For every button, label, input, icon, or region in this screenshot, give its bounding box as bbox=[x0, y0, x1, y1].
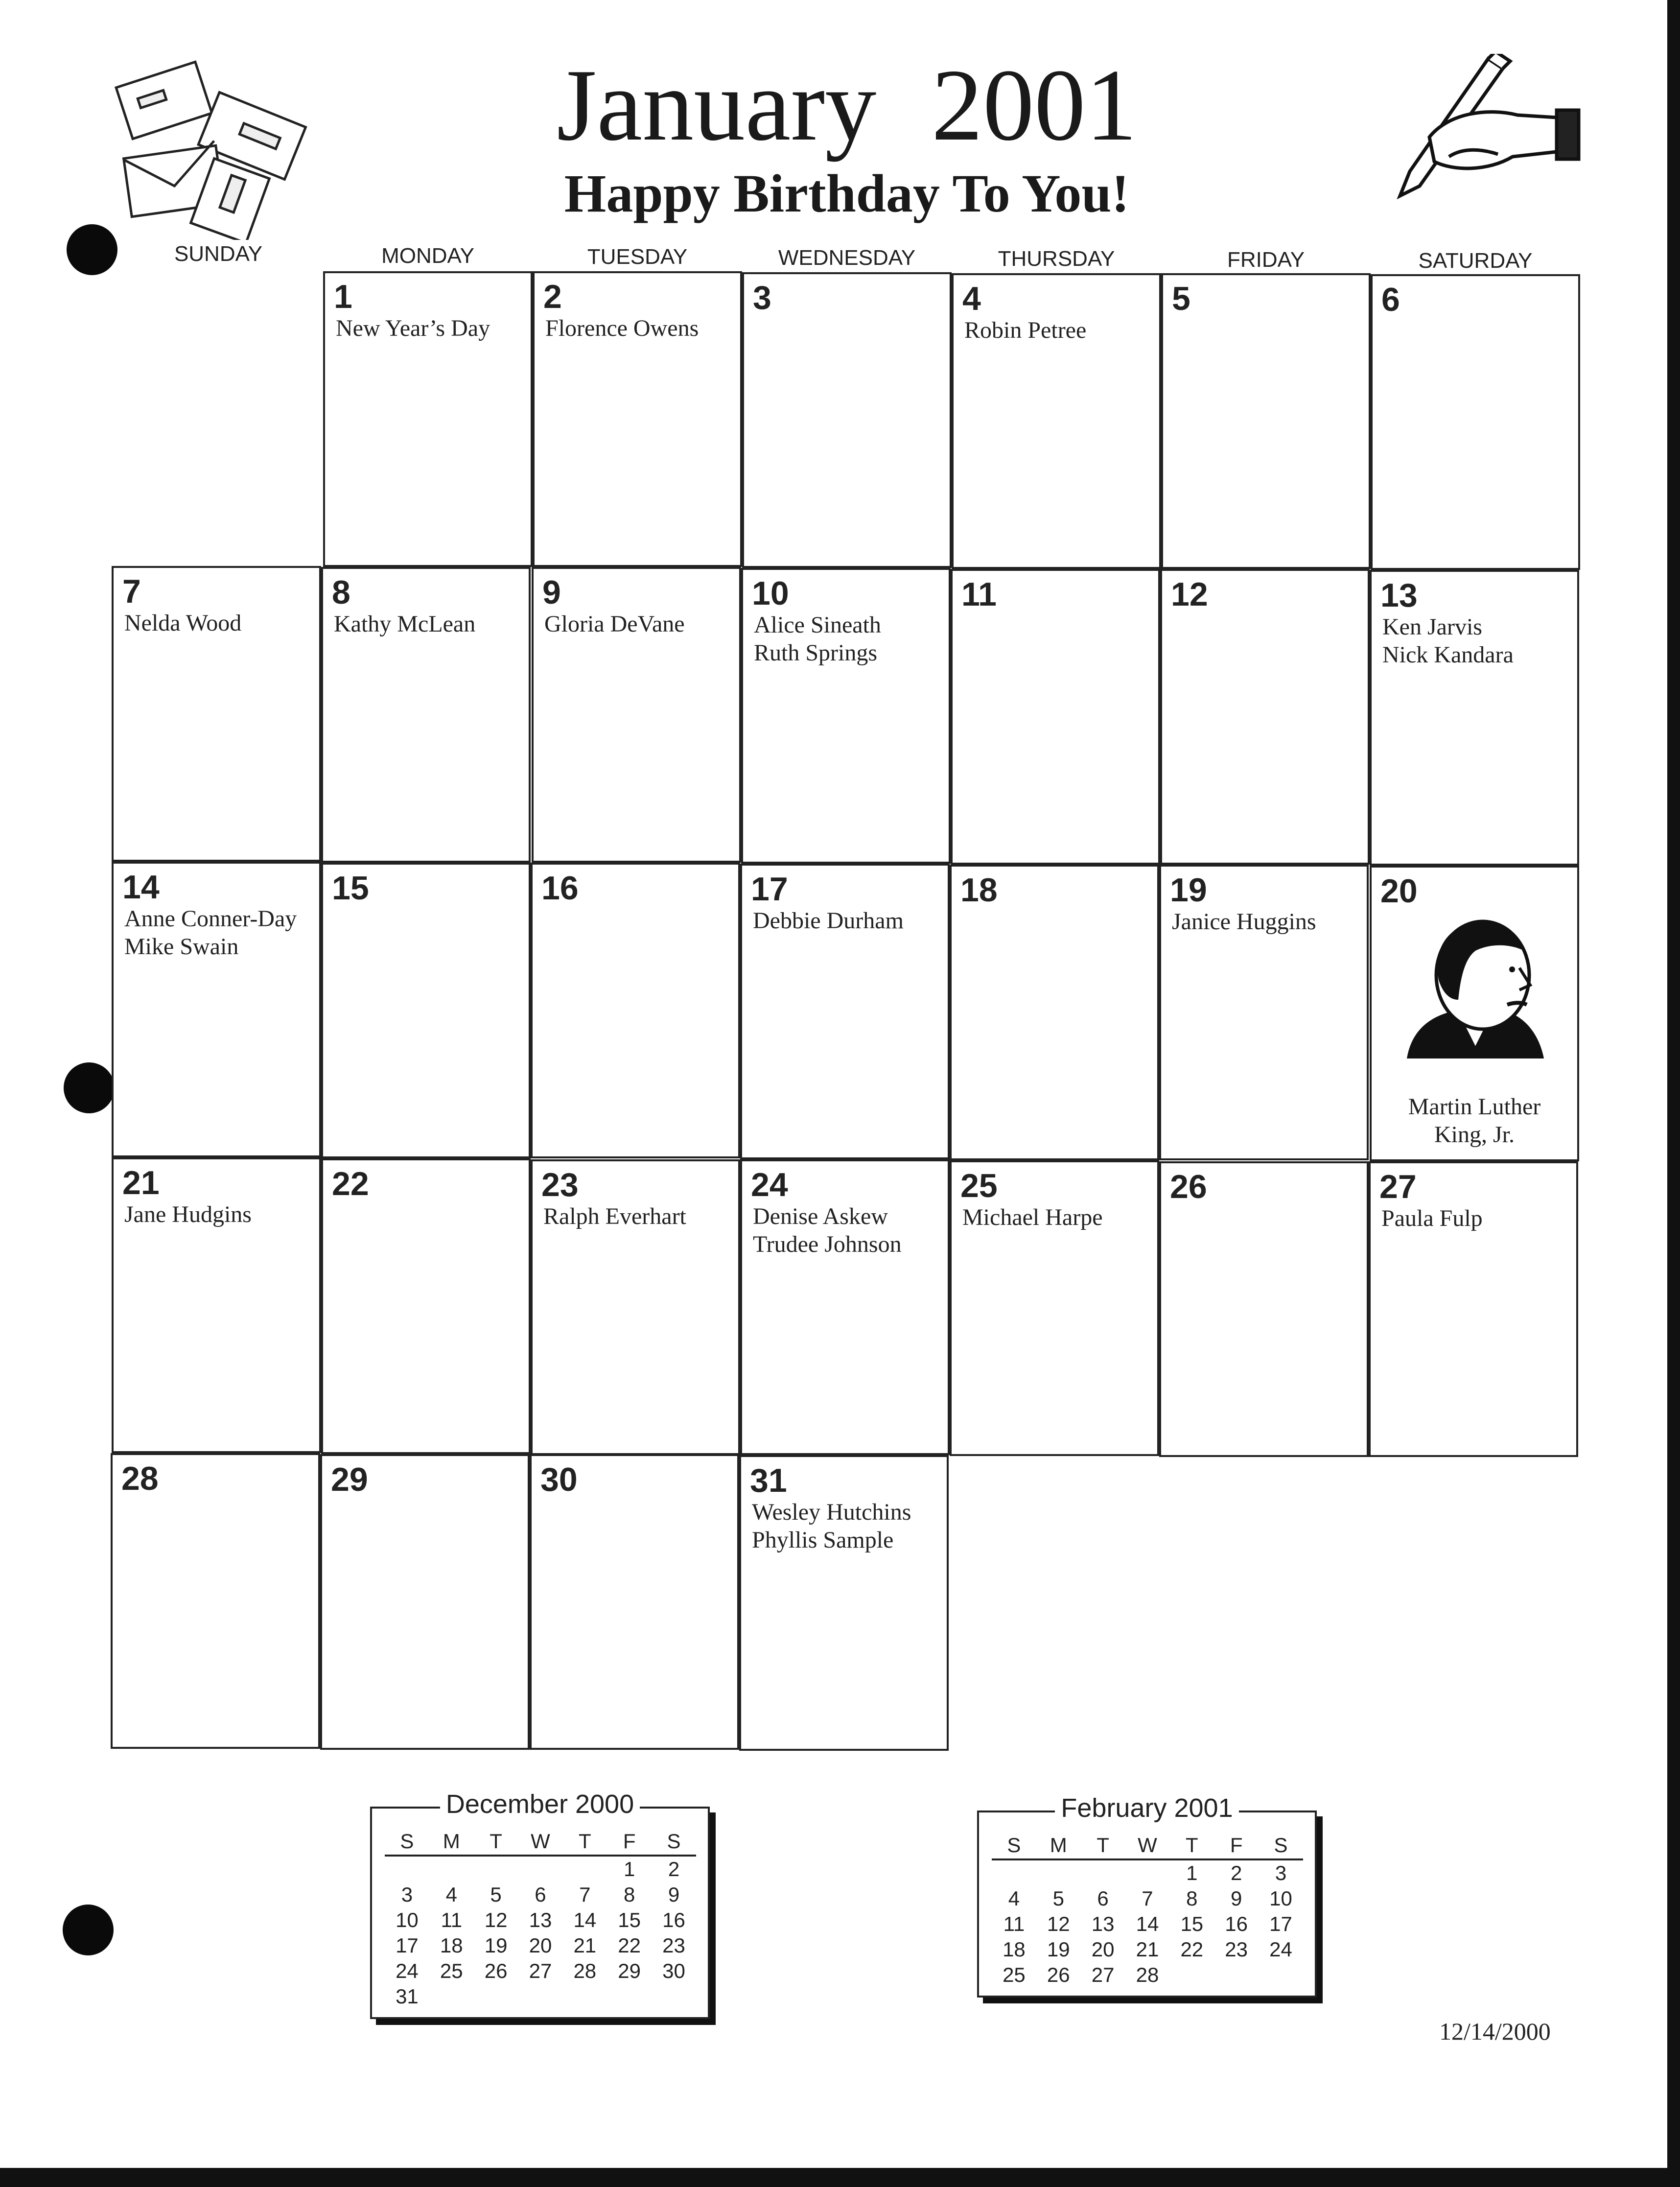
day-cell[interactable] bbox=[1159, 1161, 1369, 1457]
day-number: 3 bbox=[753, 279, 771, 316]
day-cell[interactable] bbox=[533, 271, 742, 567]
page-title: January 2001 bbox=[557, 48, 1137, 162]
day-names: Wesley Hutchins Phyllis Sample bbox=[752, 1499, 911, 1553]
mini-calendar-february bbox=[977, 1793, 1317, 1998]
day-names: Jane Hudgins bbox=[124, 1201, 252, 1227]
day-number: 13 bbox=[1380, 577, 1418, 614]
day-number: 8 bbox=[332, 574, 350, 611]
day-cell[interactable] bbox=[531, 863, 740, 1158]
day-cell[interactable] bbox=[320, 1454, 530, 1750]
day-names: Florence Owens bbox=[545, 315, 699, 341]
day-cell[interactable] bbox=[950, 865, 1159, 1160]
day-number: 18 bbox=[960, 871, 998, 909]
binder-hole-middle bbox=[64, 1062, 115, 1113]
day-cell[interactable] bbox=[952, 273, 1161, 569]
day-number: 17 bbox=[751, 870, 788, 908]
day-cell[interactable] bbox=[1370, 866, 1579, 1161]
day-cell[interactable] bbox=[950, 1160, 1159, 1456]
binder-hole-top bbox=[67, 224, 117, 275]
day-names: Denise Askew Trudee Johnson bbox=[753, 1203, 902, 1257]
day-names: Kathy McLean bbox=[334, 611, 476, 637]
holiday-caption: Martin Luther King, Jr. bbox=[1408, 1094, 1541, 1148]
day-names: Debbie Durham bbox=[753, 908, 904, 934]
day-names: Ken Jarvis Nick Kandara bbox=[1382, 614, 1514, 668]
day-names: Janice Huggins bbox=[1172, 909, 1316, 935]
day-number: 16 bbox=[541, 870, 579, 907]
day-cell[interactable] bbox=[321, 567, 531, 863]
weekday-sunday: SUNDAY bbox=[174, 242, 263, 266]
day-cell[interactable] bbox=[111, 1453, 320, 1749]
day-number: 19 bbox=[1170, 871, 1207, 909]
day-cell[interactable] bbox=[1371, 274, 1580, 570]
day-cell[interactable] bbox=[741, 568, 951, 864]
day-cell[interactable] bbox=[112, 1157, 321, 1453]
binder-hole-bottom bbox=[63, 1905, 114, 1955]
day-cell[interactable] bbox=[1160, 569, 1370, 865]
day-number: 5 bbox=[1172, 280, 1190, 317]
mini-calendar-title: December 2000 bbox=[440, 1789, 640, 1819]
envelopes-icon bbox=[113, 54, 318, 240]
day-number: 6 bbox=[1381, 281, 1400, 318]
day-number: 2 bbox=[543, 278, 562, 315]
day-number: 26 bbox=[1170, 1168, 1207, 1205]
day-names: Michael Harpe bbox=[962, 1204, 1103, 1230]
day-number: 31 bbox=[750, 1462, 787, 1499]
weekday-monday: MONDAY bbox=[381, 244, 474, 268]
day-number: 4 bbox=[962, 280, 981, 317]
hand-writing-pencil-icon bbox=[1390, 54, 1586, 201]
mlk-portrait-icon bbox=[1402, 917, 1549, 1058]
day-cell[interactable] bbox=[112, 566, 321, 862]
day-number: 1 bbox=[334, 278, 352, 315]
day-names: Gloria DeVane bbox=[544, 611, 685, 637]
day-number: 24 bbox=[751, 1166, 788, 1203]
day-number: 29 bbox=[331, 1461, 368, 1498]
day-names: New Year’s Day bbox=[336, 315, 490, 341]
day-cell[interactable] bbox=[951, 569, 1160, 865]
day-cell[interactable] bbox=[1370, 570, 1579, 866]
day-number: 9 bbox=[542, 574, 561, 611]
weekday-saturday: SATURDAY bbox=[1418, 249, 1533, 273]
day-cell[interactable] bbox=[112, 862, 321, 1157]
weekday-tuesday: TUESDAY bbox=[587, 245, 688, 269]
day-number: 21 bbox=[122, 1164, 160, 1201]
weekday-wednesday: WEDNESDAY bbox=[778, 246, 916, 270]
day-cell[interactable] bbox=[532, 567, 741, 863]
day-names: Alice Sineath Ruth Springs bbox=[754, 612, 881, 666]
day-number: 7 bbox=[122, 573, 141, 610]
day-cell[interactable] bbox=[321, 863, 531, 1158]
day-number: 14 bbox=[122, 869, 160, 906]
page-subtitle: Happy Birthday To You! bbox=[564, 164, 1130, 223]
day-cell[interactable] bbox=[1161, 273, 1371, 569]
day-number: 11 bbox=[961, 576, 997, 613]
day-number: 28 bbox=[121, 1460, 159, 1497]
day-names: Nelda Wood bbox=[124, 610, 242, 636]
day-cell[interactable] bbox=[321, 1158, 531, 1454]
day-number: 23 bbox=[541, 1166, 579, 1203]
day-cell[interactable] bbox=[530, 1454, 739, 1750]
day-number: 12 bbox=[1171, 576, 1208, 613]
day-number: 27 bbox=[1379, 1168, 1417, 1205]
day-cell[interactable] bbox=[740, 864, 950, 1159]
day-names: Anne Conner-Day Mike Swain bbox=[124, 906, 297, 960]
day-number: 25 bbox=[960, 1167, 998, 1204]
mini-calendar-title: February 2001 bbox=[1055, 1793, 1238, 1823]
day-names: Paula Fulp bbox=[1381, 1205, 1483, 1231]
day-cell[interactable] bbox=[740, 1159, 950, 1455]
day-number: 10 bbox=[752, 575, 789, 612]
day-names: Robin Petree bbox=[964, 317, 1087, 343]
mini-calendar-grid: S M T W T F S 1 2 3 4 5 6 7 8 9 10 11 12 13 14 15 16 17 18 19 20 21 22 23 24 25 26 27 28 bbox=[992, 1832, 1303, 1988]
mini-calendar-grid: S M T W T F S 1 2 3 4 5 6 7 8 9 10 11 12 13 14 15 16 17 18 19 20 21 22 23 24 25 26 27 28 29 30 31 bbox=[385, 1828, 696, 2009]
day-cell[interactable] bbox=[323, 271, 533, 567]
day-cell[interactable] bbox=[742, 272, 952, 568]
print-date: 12/14/2000 bbox=[1439, 2018, 1551, 2045]
day-cell[interactable] bbox=[739, 1455, 949, 1751]
day-cell[interactable] bbox=[1369, 1161, 1578, 1457]
day-cell[interactable] bbox=[531, 1159, 740, 1455]
mini-calendar-december bbox=[370, 1789, 710, 2019]
weekday-friday: FRIDAY bbox=[1227, 248, 1305, 272]
day-cell[interactable] bbox=[1159, 865, 1369, 1160]
day-number: 30 bbox=[540, 1461, 578, 1498]
day-names: Ralph Everhart bbox=[543, 1203, 686, 1229]
day-number: 15 bbox=[332, 870, 369, 907]
day-number: 20 bbox=[1380, 872, 1418, 910]
day-number: 22 bbox=[332, 1165, 369, 1202]
weekday-thursday: THURSDAY bbox=[998, 247, 1115, 271]
